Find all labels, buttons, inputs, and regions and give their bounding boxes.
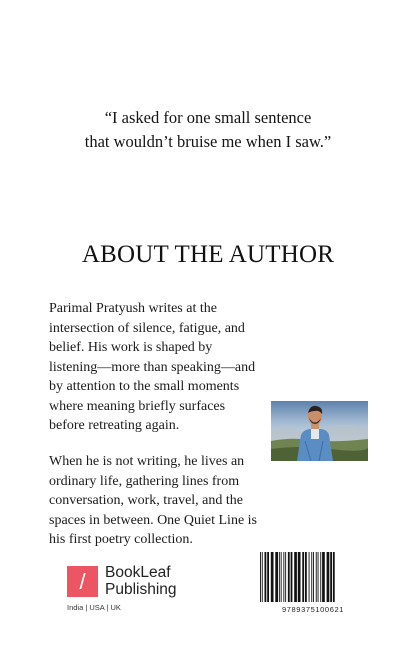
bio-line: Parimal Pratyush writes at the xyxy=(49,301,217,316)
barcode-bar xyxy=(281,552,282,602)
barcode-bars xyxy=(258,552,368,604)
barcode-bar xyxy=(313,552,314,602)
bio-line: by attention to the small moments xyxy=(49,379,240,394)
barcode-bar xyxy=(260,552,261,602)
bio-line: spaces in between. One Quiet Line is xyxy=(49,512,257,528)
bio-line: before retreating again. xyxy=(49,418,180,433)
barcode-bar xyxy=(320,552,321,602)
bio-line: conversation, work, travel, and the xyxy=(49,493,243,508)
bio-line: listening—more than speaking—and xyxy=(49,359,256,375)
isbn-barcode xyxy=(258,552,368,618)
bio-line: When he is not writing, he lives an xyxy=(49,454,245,469)
quote-line-2: that wouldn’t bruise me when I saw.” xyxy=(84,132,332,151)
slash-icon: / xyxy=(79,569,86,594)
bio-paragraph-1 xyxy=(49,299,269,436)
bio-line: belief. His work is shaped by xyxy=(49,340,213,355)
barcode-bar xyxy=(327,552,330,602)
publisher-regions: India | USA | UK xyxy=(67,603,121,612)
barcode-bar xyxy=(311,552,312,602)
publisher-logo xyxy=(67,566,177,616)
epigraph-quote xyxy=(0,106,416,154)
bio-line: ordinary life, gathering lines from xyxy=(49,473,240,489)
quote-line-1: “I asked for one small sentence xyxy=(104,108,312,127)
barcode-bar xyxy=(318,552,319,602)
author-photo xyxy=(271,401,368,461)
barcode-bar xyxy=(322,552,325,602)
barcode-bar xyxy=(283,552,284,602)
barcode-bar xyxy=(294,552,297,602)
barcode-bar xyxy=(265,552,267,602)
barcode-bar xyxy=(275,552,278,602)
publisher-name-line-2: Publishing xyxy=(105,581,177,598)
bio-paragraph-2 xyxy=(49,452,269,550)
barcode-bar xyxy=(285,552,286,602)
barcode-bar xyxy=(330,552,332,602)
section-heading: ABOUT THE AUTHOR xyxy=(81,241,335,268)
barcode-bar xyxy=(267,552,269,602)
publisher-name-line-1: BookLeaf xyxy=(105,564,171,581)
barcode-bar xyxy=(271,552,274,602)
bio-line: where meaning briefly surfaces xyxy=(49,398,226,414)
barcode-bar xyxy=(291,552,293,602)
author-photo-illustration xyxy=(271,401,368,461)
barcode-bar xyxy=(316,552,317,602)
barcode-bar xyxy=(262,552,263,602)
barcode-bar xyxy=(305,552,307,602)
barcode-bar xyxy=(302,552,304,602)
publisher-name xyxy=(105,564,177,598)
barcode-bar xyxy=(333,552,335,602)
barcode-bar xyxy=(298,552,301,602)
bio-line: his first poetry collection. xyxy=(49,532,193,547)
barcode-bar xyxy=(309,552,310,602)
bio-line: intersection of silence, fatigue, and xyxy=(49,320,245,336)
barcode-bar xyxy=(288,552,290,602)
isbn-number: 9789375100621 xyxy=(281,605,345,614)
barcode-bar xyxy=(279,552,280,602)
